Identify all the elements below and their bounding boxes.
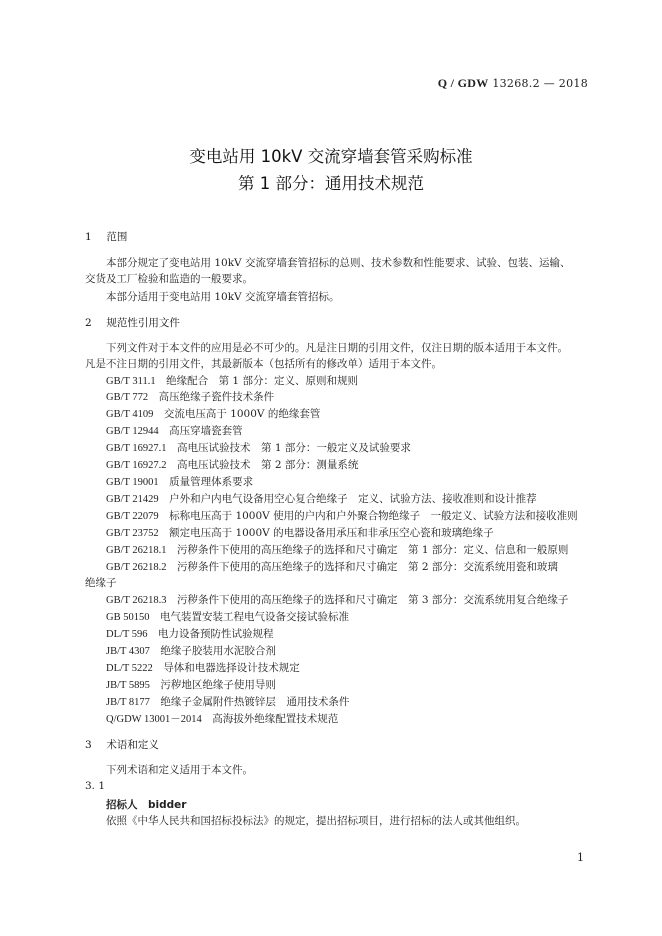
reference-code: GB/T 12944: [106, 426, 159, 437]
reference-item: [106, 627, 274, 642]
reference-code: JB/T 4307: [106, 646, 150, 657]
reference-title: 污秽条件下使用的高压绝缘子的选择和尺寸确定 第 3 部分：交流系统用复合绝缘子: [176, 594, 569, 606]
reference-code: DL/T 596: [106, 629, 148, 640]
reference-title: 电力设备预防性试验规程: [158, 628, 274, 640]
term-heading: 招标人 bidder: [106, 799, 187, 811]
reference-item: [106, 661, 300, 676]
section-number: 3: [85, 739, 92, 751]
reference-code: GB/T 21429: [106, 494, 159, 505]
reference-title: 导体和电器选择设计技术规定: [163, 662, 300, 674]
reference-item: [106, 644, 276, 659]
standard-code: [438, 76, 588, 91]
reference-code: GB/T 4109: [106, 409, 154, 420]
reference-item: [106, 543, 568, 558]
reference-code: GB/T 26218.2: [106, 562, 167, 573]
reference-item: [106, 526, 494, 541]
page-number: 1: [577, 851, 584, 864]
reference-code: Q/GDW 13001－2014: [106, 714, 202, 725]
reference-title: 绝缘子金属附件热镀锌层 通用技术条件: [160, 696, 350, 708]
reference-title: 污秽地区绝缘子使用导则: [160, 679, 276, 691]
reference-title: 高压绝缘子瓷件技术条件: [158, 391, 275, 403]
section-title: 范围: [106, 231, 128, 243]
reference-title: 高电压试验技术 第 2 部分：测量系统: [176, 459, 359, 471]
reference-item: [106, 374, 358, 389]
reference-code: DL/T 5222: [106, 663, 153, 674]
scope-paragraph-line: 本部分规定了变电站用 10kV 交流穿墙套管招标的总则、技术参数和性能要求、试验、包装、运输、: [106, 257, 571, 269]
normative-intro-line: 下列文件对于本文件的应用是必不可少的。凡是注日期的引用文件，仅注日期的版本适用于本文件。: [106, 342, 568, 354]
reference-item: [106, 458, 358, 473]
reference-item: [106, 424, 243, 439]
reference-title: 高电压试验技术 第 1 部分：一般定义及试验要求: [176, 442, 411, 454]
document-subtitle: 第 1 部分：通用技术规范: [238, 174, 424, 193]
reference-title: 户外和户内电气设备用空心复合绝缘子 定义、试验方法、接收准则和设计推荐: [169, 493, 537, 505]
reference-item: [106, 560, 558, 575]
reference-code: GB/T 772: [106, 392, 149, 403]
reference-code: GB 50150: [106, 612, 150, 623]
scope-applicability: 本部分适用于变电站用 10kV 交流穿墙套管招标。: [106, 291, 340, 303]
standard-code-number: 13268.2 — 2018: [492, 77, 588, 90]
section-3-heading: [85, 737, 159, 752]
reference-item-continuation: 绝缘子: [85, 577, 117, 589]
reference-item: [106, 390, 274, 405]
reference-title: 高压穿墙瓷套管: [169, 425, 243, 437]
reference-title: 额定电压高于 1000V 的电器设备用承压和非承压空心瓷和玻璃绝缘子: [169, 527, 494, 539]
reference-title: 污秽条件下使用的高压绝缘子的选择和尺寸确定 第 1 部分：定义、信息和一般原则: [176, 544, 569, 556]
section-2-heading: [85, 315, 180, 330]
document-title: 变电站用 10kV 交流穿墙套管采购标准: [189, 147, 473, 166]
reference-item: [106, 695, 349, 710]
section-number: 2: [85, 317, 92, 329]
reference-code: GB/T 26218.3: [106, 595, 167, 606]
section-1-heading: [85, 229, 127, 244]
reference-title: 高海拔外绝缘配置技术规范: [212, 713, 339, 725]
reference-title: 污秽条件下使用的高压绝缘子的选择和尺寸确定 第 2 部分：交流系统用瓷和玻璃: [176, 561, 558, 573]
reference-title: 交流电压高于 1000V 的绝缘套管: [163, 408, 321, 420]
reference-title: 绝缘子胶装用水泥胶合剂: [160, 645, 276, 657]
reference-title: 电气装置安装工程电气设备交接试验标准: [159, 611, 349, 623]
scope-paragraph-line: 交货及工厂检验和监造的一般要求。: [85, 273, 253, 285]
section-title: 规范性引用文件: [106, 317, 180, 329]
reference-item: [106, 509, 578, 524]
reference-item: [106, 610, 349, 625]
term-definition: 依照《中华人民共和国招标投标法》的规定，提出招标项目，进行招标的法人或其他组织。: [106, 815, 526, 827]
reference-code: GB/T 16927.1: [106, 443, 167, 454]
terms-intro: 下列术语和定义适用于本文件。: [106, 764, 253, 776]
reference-item: [106, 441, 411, 456]
reference-item: [106, 678, 276, 693]
reference-title: 标称电压高于 1000V 使用的户内和户外聚合物绝缘子 一般定义、试验方法和接收准则: [169, 510, 578, 522]
reference-code: JB/T 8177: [106, 697, 150, 708]
reference-code: GB/T 311.1: [106, 376, 156, 387]
reference-item: [106, 407, 320, 422]
reference-code: JB/T 5895: [106, 680, 150, 691]
standard-code-prefix: Q / GDW: [437, 76, 489, 90]
section-number: 1: [85, 231, 92, 243]
reference-code: GB/T 26218.1: [106, 545, 167, 556]
reference-item: [106, 593, 568, 608]
reference-item: [106, 475, 253, 490]
reference-code: GB/T 16927.2: [106, 460, 167, 471]
reference-item: [106, 492, 537, 507]
reference-title: 质量管理体系要求: [169, 476, 254, 488]
section-title: 术语和定义: [106, 739, 159, 751]
reference-title: 绝缘配合 第 1 部分：定义、原则和规则: [166, 375, 358, 387]
reference-item: [106, 712, 338, 727]
normative-intro-line: 凡是不注日期的引用文件，其最新版本（包括所有的修改单）适用于本文件。: [85, 358, 442, 370]
reference-code: GB/T 22079: [106, 511, 159, 522]
reference-code: GB/T 23752: [106, 528, 159, 539]
term-item-number: 3. 1: [85, 780, 106, 792]
reference-code: GB/T 19001: [106, 477, 159, 488]
